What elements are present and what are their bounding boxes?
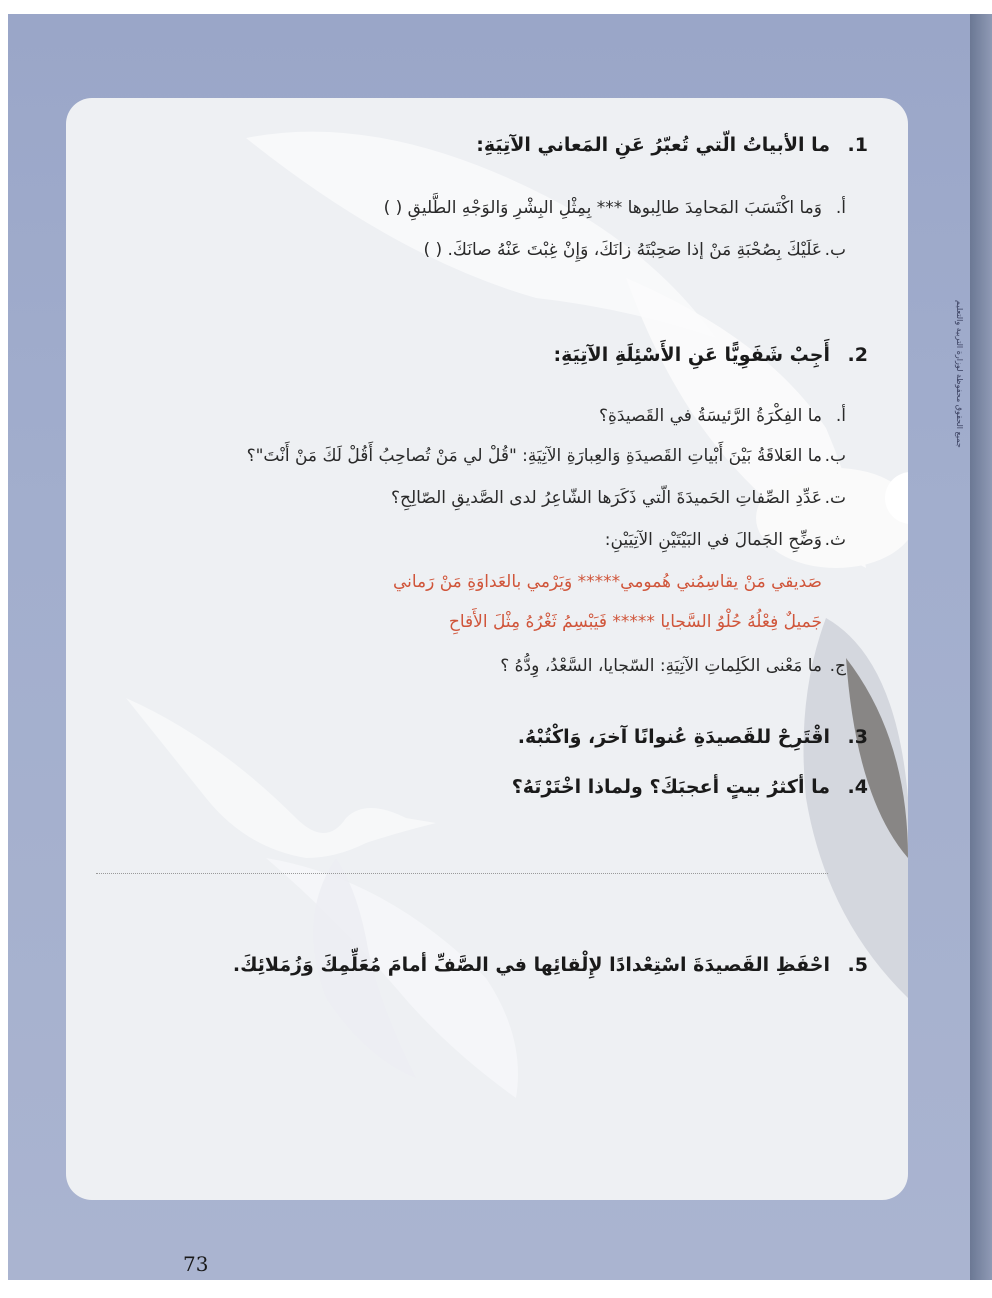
question-2-item-a xyxy=(76,406,846,426)
question-text: أَجِبْ شَفَوِيًّا عَنِ الأَسْئِلَةِ الآتِيَةِ: xyxy=(553,344,830,366)
item-text: ما العَلاقَةُ بَيْنَ أَبْياتِ القَصيدَةِ وَالعِبارَةِ الآتِيَةِ: "قُلْ لي مَنْ تُصاحِبُ أَقُلْ لَكَ مَنْ أَنْتَ"؟ xyxy=(246,446,822,466)
question-4 xyxy=(86,776,868,798)
item-text: وَضِّحِ الجَمالَ في البَيْتَيْنِ الآتِيَيْنِ: xyxy=(604,530,822,550)
question-2-item-th xyxy=(76,530,846,550)
poem-verse-2: جَميلٌ فِعْلُهُ حُلْوُ السَّجايا ***** فَيَبْسِمُ ثَغْرُهُ مِثْلَ الأَقاحِ xyxy=(448,612,822,632)
page-edge xyxy=(970,14,992,1280)
item-letter: ج. xyxy=(829,656,846,676)
question-number: 5. xyxy=(847,954,868,976)
question-number: 2. xyxy=(847,344,868,366)
item-letter: ت. xyxy=(824,488,846,508)
question-text: اقْتَرِحْ للقَصيدَةِ عُنوانًا آخرَ، وَاكْتُبْهُ. xyxy=(517,726,830,748)
item-letter: أ. xyxy=(835,198,846,218)
question-text: احْفَظِ القَصيدَةَ اسْتِعْدادًا لإِلْقائِها في الصَّفِّ أمامَ مُعَلِّمِكَ وَزُمَلائِكَ. xyxy=(232,954,830,976)
item-text: ما مَعْنى الكَلِماتِ الآتِيَةِ: السّجايا، السَّعْدُ، وِدُّهُ ؟ xyxy=(500,656,822,676)
question-2-item-b xyxy=(76,446,846,466)
page-number: 73 xyxy=(183,1252,209,1276)
question-number: 1. xyxy=(847,134,868,156)
question-5 xyxy=(86,954,868,976)
question-text: ما أكثرُ بيتٍ أعجبَكَ؟ ولماذا اخْتَرْتَهُ؟ xyxy=(511,776,830,798)
question-number: 4. xyxy=(847,776,868,798)
question-2 xyxy=(86,344,868,366)
item-text: وَما اكْتَسَبَ المَحامِدَ طالِبوها *** بِمِثْلِ البِشْرِ وَالوَجْهِ الطَّليقِ ( ) xyxy=(383,198,822,218)
question-2-item-j xyxy=(76,656,846,676)
answer-line xyxy=(96,873,828,874)
item-text: ما الفِكْرَةُ الرَّئيسَةُ في القَصيدَةِ؟ xyxy=(598,406,822,426)
item-letter: ث. xyxy=(824,530,846,550)
item-letter: ب. xyxy=(824,240,846,260)
poem-verse-1: صَديقي مَنْ يقاسِمُني هُمومي***** وَيَرْمي بالعَداوَةِ مَنْ رَماني xyxy=(392,572,822,592)
question-1-item-b xyxy=(76,240,846,260)
question-2-item-t xyxy=(76,488,846,508)
question-text: ما الأبياتُ الّتي تُعبّرُ عَنِ المَعاني الآتِيَةِ: xyxy=(476,134,830,156)
question-3 xyxy=(86,726,868,748)
side-copyright-note: جميع الحقوق محفوظة لوزارة التربية والتعليم xyxy=(955,300,964,448)
item-text: عَدِّدِ الصِّفاتِ الحَميدَةَ الّتي ذَكَرَها الشّاعِرُ لدى الصَّديقِ الصّالِحِ؟ xyxy=(390,488,822,508)
item-text: عَلَيْكَ بِصُحْبَةِ مَنْ إذا صَحِبْتَهُ زانَكَ، وَإِنْ غِبْتَ عَنْهُ صانَكَ. ( ) xyxy=(423,240,822,260)
question-number: 3. xyxy=(847,726,868,748)
item-letter: ب. xyxy=(824,446,846,466)
question-1 xyxy=(86,134,868,156)
question-1-item-a xyxy=(76,198,846,218)
worksheet-card xyxy=(66,98,908,1200)
worksheet-content xyxy=(66,98,908,1200)
item-letter: أ. xyxy=(835,406,846,426)
